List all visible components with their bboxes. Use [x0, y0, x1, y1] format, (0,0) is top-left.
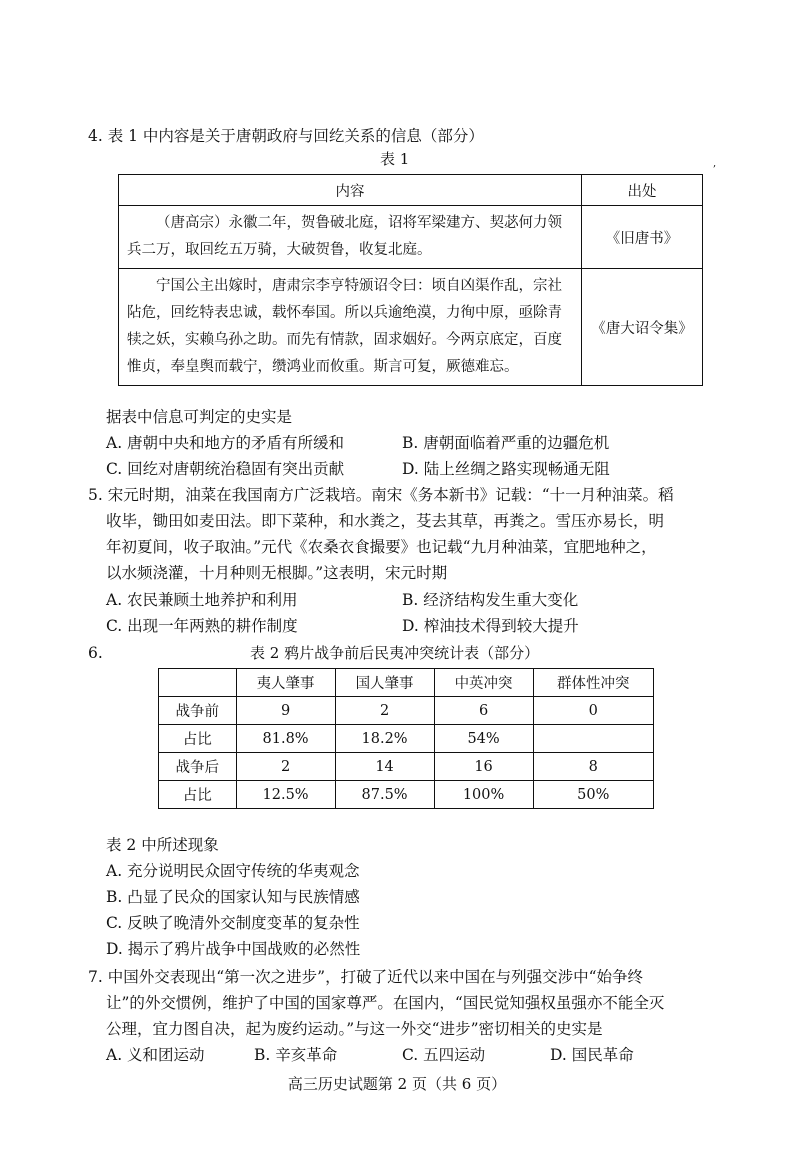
table2-cell: 81.8% — [236, 725, 335, 753]
q7-line-1: 7. 中国外交表现出“第一次之进步”，打破了近代以来中国在与列强交涉中“始争终 — [88, 968, 643, 986]
table2-cell: 2 — [335, 697, 434, 725]
table2-cell: 12.5% — [236, 781, 335, 809]
table1-cell-source: 《唐大诏令集》 — [582, 269, 703, 386]
q7-line-2: 让”的外交惯例，维护了中国的国家尊严。在国内，“国民觉知强权虽强亦不能全灭 — [106, 994, 665, 1012]
table2-header-cell: 国人肇事 — [335, 669, 434, 697]
table2-cell: 87.5% — [335, 781, 434, 809]
q4-option-d[interactable]: D. 陆上丝绸之路实现畅通无阻 — [402, 460, 610, 478]
table2-cell: 9 — [236, 697, 335, 725]
q6-option-b[interactable]: B. 凸显了民众的国家认知与民族情感 — [106, 888, 360, 906]
q5-line-3: 年初夏间，收子取油。”元代《农桑衣食撮要》也记载“九月种油菜，宜肥地种之， — [106, 538, 657, 556]
table2-cell: 占比 — [159, 725, 237, 753]
q5-option-b[interactable]: B. 经济结构发生重大变化 — [402, 591, 579, 609]
q4-option-c[interactable]: C. 回纥对唐朝统治稳固有突出贡献 — [106, 460, 345, 478]
table2-cell: 16 — [434, 753, 533, 781]
table2-cell: 14 — [335, 753, 434, 781]
table2-header-cell: 中英冲突 — [434, 669, 533, 697]
q4-stem: 4. 表 1 中内容是关于唐朝政府与回纥关系的信息（部分） — [88, 127, 484, 145]
q6-option-a[interactable]: A. 充分说明民众固守传统的华夷观念 — [106, 862, 360, 880]
table2-header-row — [159, 669, 654, 697]
q6-option-d[interactable]: D. 揭示了鸦片战争中国战败的必然性 — [106, 940, 361, 958]
table1-cell-source: 《旧唐书》 — [582, 206, 703, 269]
q5-option-d[interactable]: D. 榨油技术得到较大提升 — [402, 617, 579, 635]
q6-prompt: 表 2 中所述现象 — [106, 836, 219, 854]
q4-prompt: 据表中信息可判定的史实是 — [106, 408, 293, 426]
table2-cell: 占比 — [159, 781, 237, 809]
q6-option-c[interactable]: C. 反映了晚清外交制度变革的复杂性 — [106, 914, 360, 932]
table-row — [159, 753, 654, 781]
table2-cell: 战争后 — [159, 753, 237, 781]
table2-cell — [533, 725, 653, 753]
q7-line-3: 公理，宜力图自决，起为废约运动。”与这一外交“进步”密切相关的史实是 — [106, 1020, 603, 1038]
q5-option-c[interactable]: C. 出现一年两熟的耕作制度 — [106, 617, 298, 635]
table1-cell-content: 宁国公主出嫁时，唐肃宗李亨特颁诏令曰：顷自凶渠作乱，宗社阽危，回纥特表忠诚，载怀奉国。所以兵逾绝漠，力徇中原，亟除青犊之妖，实赖乌孙之助。而先有情款，固求姻好。今两京底定，百度惟贞，奉皇舆而载宁，缵鸿业而攸重。斯言可复，厥德难忘。 — [119, 269, 582, 386]
q4-option-b[interactable]: B. 唐朝面临着严重的边疆危机 — [402, 434, 610, 452]
q4-option-a[interactable]: A. 唐朝中央和地方的矛盾有所缓和 — [106, 434, 345, 452]
table2-cell: 战争前 — [159, 697, 237, 725]
table2-cell: 18.2% — [335, 725, 434, 753]
q5-line-4: 以水频浇灌，十月种则无根脚。”这表明，宋元时期 — [106, 564, 448, 582]
table-row — [159, 697, 654, 725]
q7-option-b[interactable]: B. 辛亥革命 — [254, 1046, 338, 1064]
table1-header-content: 内容 — [119, 175, 582, 206]
table2-cell: 6 — [434, 697, 533, 725]
table-row — [159, 781, 654, 809]
table1-cell-content: （唐高宗）永徽二年，贺鲁破北庭，诏将军梁建方、契苾何力领兵二万，取回纥五万骑，大破贺鲁，收复北庭。 — [119, 206, 582, 269]
table1 — [118, 174, 703, 386]
table-row — [119, 206, 703, 269]
table2-header-cell: 群体性冲突 — [533, 669, 653, 697]
q5-line-1: 5. 宋元时期，油菜在我国南方广泛栽培。南宋《务本新书》记载：“十一月种油菜。稻 — [88, 486, 674, 504]
table2-header-cell: 夷人肇事 — [236, 669, 335, 697]
q7-option-a[interactable]: A. 义和团运动 — [106, 1046, 205, 1064]
q5-option-a[interactable]: A. 农民兼顾土地养护和利用 — [106, 591, 298, 609]
scan-mark: , — [713, 158, 717, 169]
table1-caption: 表 1 — [380, 150, 410, 168]
table-row — [119, 269, 703, 386]
table1-header-row — [119, 175, 703, 206]
table2-cell: 100% — [434, 781, 533, 809]
table2-cell: 0 — [533, 697, 653, 725]
table2-caption: 表 2 鸦片战争前后民夷冲突统计表（部分） — [250, 644, 540, 662]
q7-option-c[interactable]: C. 五四运动 — [402, 1046, 486, 1064]
table2-header-cell — [159, 669, 237, 697]
q6-number: 6. — [88, 644, 103, 662]
table2-cell: 50% — [533, 781, 653, 809]
table1-header-source: 出处 — [582, 175, 703, 206]
table2-cell: 54% — [434, 725, 533, 753]
table2-cell: 8 — [533, 753, 653, 781]
table-row — [159, 725, 654, 753]
q5-line-2: 收毕，锄田如麦田法。即下菜种，和水粪之，芟去其草，再粪之。雪压亦易长，明 — [106, 512, 665, 530]
page-footer: 高三历史试题第 2 页（共 6 页） — [287, 1075, 507, 1093]
table2 — [158, 668, 654, 809]
q7-option-d[interactable]: D. 国民革命 — [550, 1046, 634, 1064]
table2-cell: 2 — [236, 753, 335, 781]
